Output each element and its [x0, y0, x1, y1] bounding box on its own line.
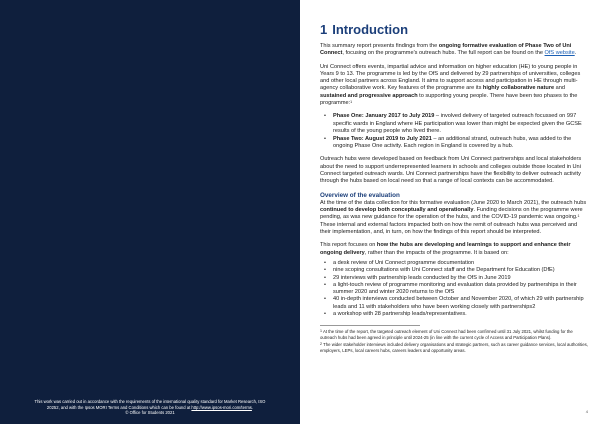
text: . Funding decisions on the programme were pending, as was new guidance for the operation of the hubs, and the COVID-19 pandemic was ongoing. [320, 207, 583, 221]
text: This summary report presents findings from the [320, 43, 439, 49]
footnote-2 [320, 342, 588, 353]
overview-paragraph-1 [320, 200, 588, 236]
list-item [320, 113, 588, 135]
phase-text: – an additional strand, outreach hubs, was added to the ongoing Phase One activity. Each region in England is covered by a hub. [333, 135, 572, 150]
list-item: • 40 in-depth interviews conducted between October and November 2020, of which 29 with partnership leads and 11 with stakeholders who have been working closely with partnerships2 [320, 296, 588, 311]
footnote-ref[interactable]: 1 [577, 214, 580, 219]
text: At the time of the data collection for this formative evaluation (June 2020 to March 2021), the outreach hubs [320, 199, 587, 206]
list-item: • 29 interviews with partnership leads conducted by the OfS in June 2019 [320, 275, 588, 282]
section-title [320, 22, 588, 37]
text: and [554, 85, 565, 92]
text: to supporting young people. There have been two phases to the programme: [320, 92, 578, 107]
list-item: • nine scoping consultations with Uni Connect staff and the Department for Education (DfE) [320, 267, 588, 274]
page-number: 4 [585, 409, 588, 414]
outreach-hubs-paragraph: Outreach hubs were developed based on feedback from Uni Connect partnerships and local stakeholders about the need to support underrepresented learners in schools and colleges outside those located in Uni Connect targeted outreach wards. Uni Connect partnerships have the flexibility to deliver outreach activity through the hubs based on local need so that a range of local contexts can be accommodated. [320, 156, 582, 185]
overview-heading: Overview of the evaluation [320, 191, 400, 199]
terms-end: . [251, 404, 254, 410]
text: This report focuses on [320, 242, 377, 249]
text: , rather than the impacts of the programme. It is based on: [364, 249, 509, 256]
emphasis: continued to develop both conceptually and operationally [320, 207, 474, 214]
copyright-notice [8, 399, 292, 416]
text: , focusing on the programme's outreach hubs. The full report can be found on the [342, 50, 545, 57]
emphasis: how the hubs are developing and learnings to support and enhance their ongoing delivery [320, 242, 571, 256]
list-item: • a light-touch review of programme monitoring and evaluation data provided by partnerships in their summer 2020 and winter 2020 returns to the OfS [320, 282, 588, 297]
text: Uni Connect offers events, impartial advice and information on higher education (HE) to young people in Years 9 to 13. The programme is led by the OfS and delivered by 29 partnerships of universities, colleges and other local partners across England. It aims to support access and participation in HE through multi-agency collaborative work. Key features of the programme are its [320, 63, 581, 92]
phase-text: – involved delivery of targeted outreach focussed on 997 specific wards in England where HE participation was lower than might be expected given the GCSE results of the young people who lived there. [333, 113, 582, 134]
footnote-mark: 1 [320, 329, 322, 334]
footnote-divider [320, 325, 420, 326]
section-title-text: Introduction [332, 22, 409, 37]
footnote-text: The wider stakeholder interviews included delivery organisations and strategic partners, such as career guidance services, local authorities, employers, LEPs, local careers hubs, careers leaders and opportunity areas. [320, 341, 588, 353]
intro-paragraph-2 [320, 64, 588, 108]
list-item: • a desk review of Uni Connect programme documentation [320, 260, 588, 267]
evaluation-sources-list [320, 260, 588, 318]
list-item: • a workshop with 28 partnership leads/representatives. [320, 311, 588, 318]
ofs-website-link[interactable]: OfS website [544, 50, 575, 57]
footnote-text: At the time of the report, the targeted outreach element of Uni Connect had been confirmed until 31 July 2021, whilst funding for the outreach hubs had been agreed in principle until 2024-25 (in line with the current cycle of Access and Participation Plans). [320, 329, 573, 340]
copyright-line: © Office for Students 2021 [125, 410, 175, 416]
footnote-mark: 2 [320, 341, 322, 346]
emphasis: sustained and progressive approach [320, 92, 418, 99]
phase-label: Phase Two: August 2019 to July 2021 [333, 135, 432, 142]
phase-list [320, 113, 588, 150]
emphasis: highly collaborative nature [482, 85, 555, 92]
footnote-ref[interactable]: 1 [350, 100, 353, 105]
text: These internal and external factors impacted both on how the remit of outreach hubs was perceived and their implementation, and, in turn, on how the findings of this report should be interpreted. [320, 221, 578, 236]
footnote-1 [320, 329, 588, 340]
emphasis: ongoing formative evaluation of Phase Two of Uni Connect [320, 43, 572, 57]
terms-text: 20252, and with the Ipsos MORI Terms and Conditions which can be found at [46, 404, 192, 410]
intro-paragraph-1 [320, 43, 588, 58]
overview-paragraph-2 [320, 242, 588, 257]
phase-label: Phase One: January 2017 to July 2019 [333, 113, 435, 120]
text: . [574, 50, 577, 57]
terms-link[interactable]: http://www.ipsos-mori.com/terms [191, 404, 252, 410]
page-content [320, 22, 588, 355]
list-item [320, 136, 588, 151]
page [300, 0, 600, 424]
section-number: 1 [320, 22, 328, 37]
iso-statement: This work was carried out in accordance with the requirements of the international quality standard for Market Research, ISO [34, 399, 266, 405]
